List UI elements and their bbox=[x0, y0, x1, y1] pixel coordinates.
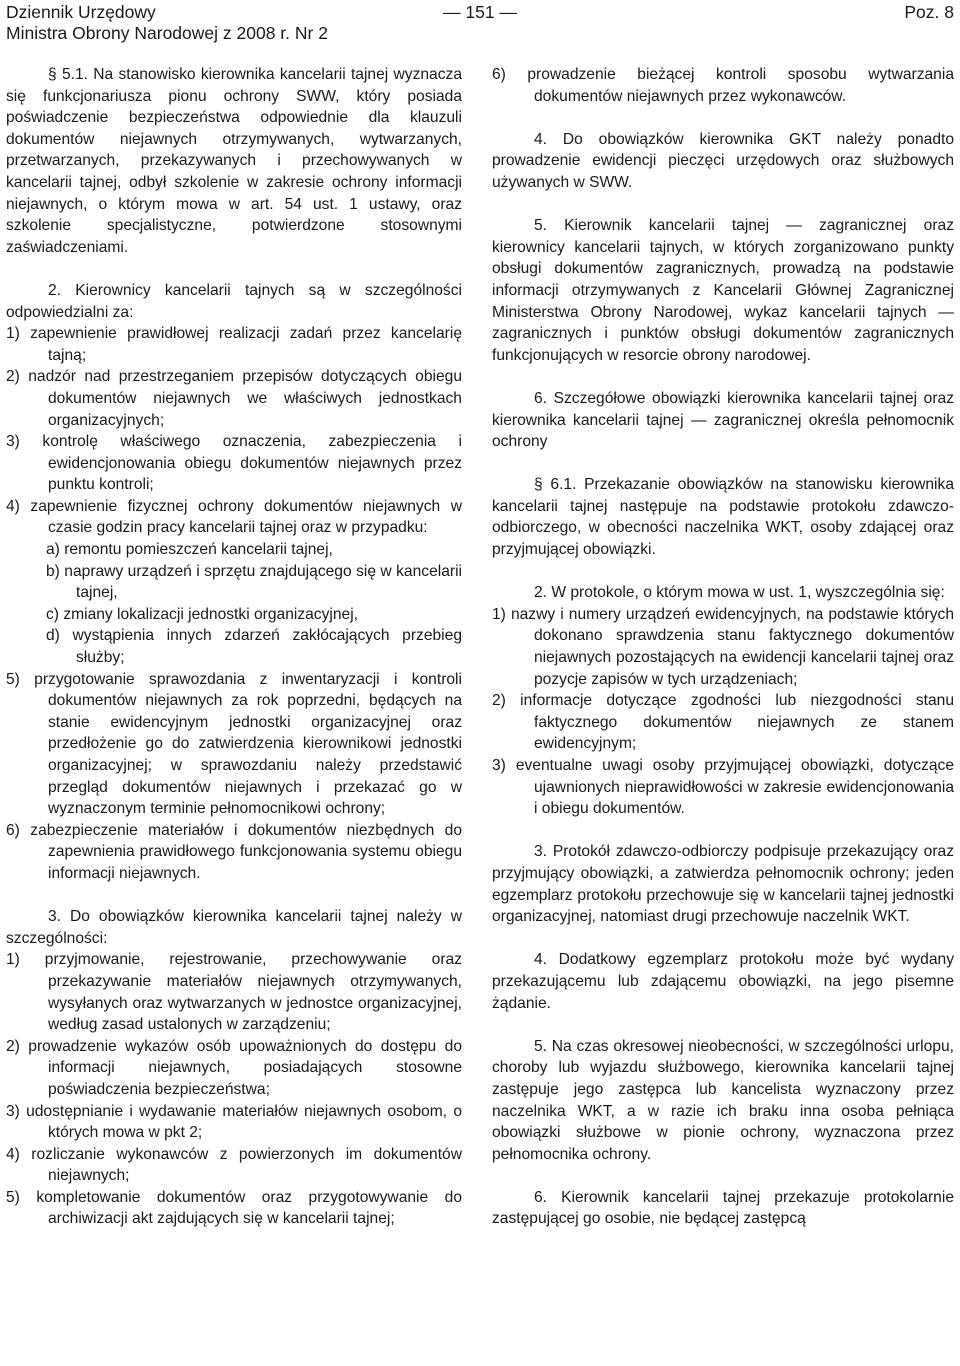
list-item: 3) eventualne uwagi osoby przyjmującej obowiązki, dotyczące ujawnionych nieprawidłowości w zakresie ewidencjonowania i obiegu dokumentów. bbox=[492, 757, 954, 818]
list-item: 2) nadzór nad przestrzeganiem przepisów dotyczących obiegu dokumentów niejawnych we właściwych jednostkach organizacyjnych; bbox=[6, 368, 462, 429]
section-6-1: § 6.1. Przekazanie obowiązków na stanowisku kierownika kancelarii tajnej następuje na podstawie protokołu zdawczo-odbiorczego, w obecności naczelnika WKT, osoby zdającej oraz przyjmującej obowiązki. bbox=[492, 476, 954, 559]
list-item: 3) udostępnianie i wydawanie materiałów niejawnych osobom, o których mowa w pkt 2; bbox=[6, 1102, 462, 1142]
journal-name: Dziennik Urzędowy bbox=[6, 2, 156, 22]
left-column bbox=[6, 64, 462, 1230]
list-item: 2) informacje dotyczące zgodności lub niezgodności stanu faktycznego dokumentów niejawnych ze stanem ewidencyjnym; bbox=[492, 692, 954, 753]
list-item: 3) kontrolę właściwego oznaczenia, zabezpieczenia i ewidencjonowania obiegu dokumentów niejawnych przez punktu kontroli; bbox=[6, 433, 462, 494]
section-6-6: 6. Kierownik kancelarii tajnej przekazuje protokolarnie zastępującej go osobie, nie będącej zastępcą bbox=[492, 1188, 954, 1228]
list-item: 6) prowadzenie bieżącej kontroli sposobu wytwarzania dokumentów niejawnych przez wykonawców. bbox=[492, 66, 954, 105]
sub-list-item: b) naprawy urządzeń i sprzętu znajdującego się w kancelarii tajnej, bbox=[46, 562, 462, 602]
section-5-1: § 5.1. Na stanowisko kierownika kancelarii tajnej wyznacza się funkcjonariusza pionu ochrony SWW, który posiada poświadczenie bezpieczeństwa odpowiednie dla klauzuli dokumentów niejawnych otrzymywanych, wytwarzanych, przetwarzanych, przekazywanych i przechowywanych w kancelarii tajnej, odbył szkolenie w zakresie ochrony informacji niejawnych, o którym mowa w art. 54 ust. 1 ustawy, oraz szkolenie specjalistyczne, potwierdzone stosownymi zaświadczeniami. bbox=[6, 66, 462, 256]
list-item: 4) rozliczanie wykonawców z powierzonych im dokumentów niejawnych; bbox=[6, 1145, 462, 1185]
position-label: Poz. 8 bbox=[904, 2, 954, 22]
section-5-5: 5. Kierownik kancelarii tajnej — zagranicznej oraz kierownicy kancelarii tajnych, w których zorganizowano punkty obsługi dokumentów zagranicznych, prowadzą na podstawie informacji otrzymywanych z Kancelarii Głównej Zagranicznej Ministerstwa Obrony Narodowej, wykaz kancelarii tajnych — zagranicznych i punktów obsługi dokumentów zagranicznych funkcjonujących w resorcie obrony narodowej. bbox=[492, 217, 954, 364]
list-item: 1) przyjmowanie, rejestrowanie, przechowywanie oraz przekazywanie materiałów niejawnych otrzymywanych, wysyłanych oraz wytwarzanych w jednostce organizacyjnej, według zasad ustalonych w zarządzeniu; bbox=[6, 951, 462, 1034]
sub-list-item: c) zmiany lokalizacji jednostki organizacyjnej, bbox=[46, 605, 359, 623]
sub-list-item: d) wystąpienia innych zdarzeń zakłócających przebieg służby; bbox=[46, 627, 462, 667]
right-column bbox=[492, 64, 954, 1230]
section-6-2-intro: 2. W protokole, o którym mowa w ust. 1, wyszczególnia się: bbox=[534, 584, 945, 602]
list-item: 4) zapewnienie fizycznej ochrony dokumentów niejawnych w czasie godzin pracy kancelarii tajnej oraz w przypadku: bbox=[6, 497, 462, 537]
sub-list-item: a) remontu pomieszczeń kancelarii tajnej, bbox=[46, 541, 333, 559]
list-item: 5) kompletowanie dokumentów oraz przygotowywanie do archiwizacji akt zajdujących się w kancelarii tajnej; bbox=[6, 1188, 462, 1228]
list-item: 5) przygotowanie sprawozdania z inwentaryzacji i kontroli dokumentów niejawnych za rok poprzedni, będących na stanie ewidencyjnym jednostki organizacyjnej oraz przedłożenie go do zatwierdzenia kierownikowi jednostki organizacyjnej; w sprawozdaniu należy przedstawić przegląd dokumentów niejawnych i przekazać go w wyznaczonym terminie pełnomocnikowi ochrony; bbox=[6, 670, 462, 818]
section-6-4: 4. Dodatkowy egzemplarz protokołu może być wydany przekazującemu lub zdającemu obowiązki, na jego pisemne żądanie. bbox=[492, 951, 954, 1012]
section-6-3: 3. Protokół zdawczo-odbiorczy podpisuje przekazujący oraz przyjmujący obowiązki, a zatwierdza pełnomocnik ochrony; jeden egzemplarz protokołu przechowuje się w kancelarii tajnej jednostki organizacyjnej, natomiast drugi przechowuje naczelnik WKT. bbox=[492, 843, 954, 926]
page-header bbox=[0, 0, 960, 44]
journal-issue: Ministra Obrony Narodowej z 2008 r. Nr 2 bbox=[6, 23, 328, 43]
list-item: 6) zabezpieczenie materiałów i dokumentów niezbędnych do zapewnienia prawidłowego funkcjonowania systemu obiegu informacji niejawnych. bbox=[6, 821, 462, 882]
section-5-6: 6. Szczegółowe obowiązki kierownika kancelarii tajnej oraz kierownika kancelarii tajnej — zagranicznej określa pełnomocnik ochrony bbox=[492, 389, 954, 451]
section-5-3-intro: 3. Do obowiązków kierownika kancelarii tajnej należy w szczególności: bbox=[6, 908, 462, 947]
list-item: 1) nazwy i numery urządzeń ewidencyjnych, na podstawie których dokonano sprawdzenia stanu faktycznego dokumentów niejawnych pozostających na ewidencji kancelarii tajnej oraz pozycje zapisów w tych urządzeniach; bbox=[492, 605, 954, 688]
section-5-2-intro: 2. Kierownicy kancelarii tajnych są w szczególności odpowiedzialni za: bbox=[6, 281, 462, 321]
page-number: — 151 — bbox=[443, 2, 517, 22]
list-item: 1) zapewnienie prawidłowej realizacji zadań przez kancelarię tajną; bbox=[6, 325, 462, 364]
section-6-5: 5. Na czas okresowej nieobecności, w szczególności urlopu, choroby lub wyjazdu służbowego, kierownika kancelarii tajnej zastępuje jego zastępca lub kancelista wyznaczony przez naczelnika WKT, a w razie ich braku inna osoba pełniąca obowiązki służbowe w pionie ochrony, wyznaczona przez pełnomocnika ochrony. bbox=[492, 1037, 954, 1163]
section-5-4: 4. Do obowiązków kierownika GKT należy ponadto prowadzenie ewidencji pieczęci urzędowych oraz służbowych używanych w SWW. bbox=[492, 130, 954, 191]
list-item: 2) prowadzenie wykazów osób upoważnionych do dostępu do informacji niejawnych, posiadających stosowne poświadczenia bezpieczeństwa; bbox=[6, 1037, 462, 1098]
